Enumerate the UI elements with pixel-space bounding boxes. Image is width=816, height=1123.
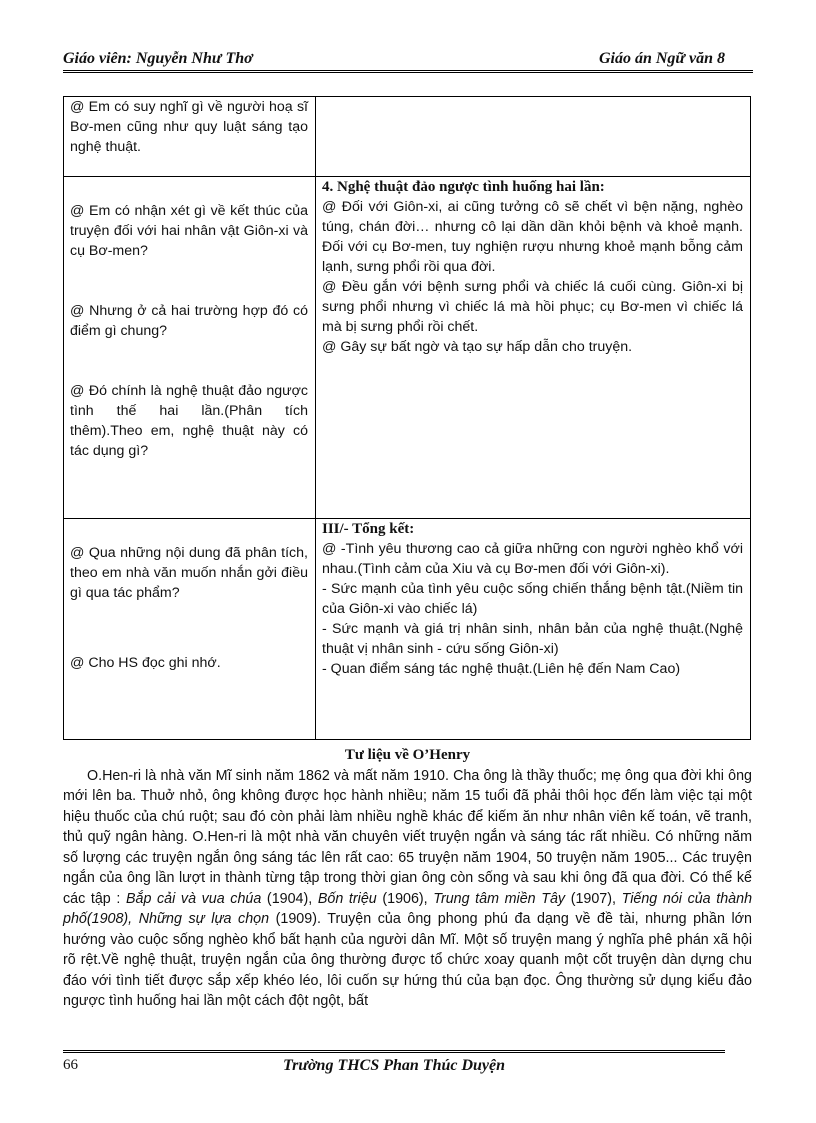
- answer-text: @ Gây sự bất ngờ và tạo sự hấp dẫn cho truyện.: [322, 339, 633, 355]
- book-title-4: Tiếng nói của thành phố(1908), Những sự lựa chọn: [63, 890, 753, 927]
- subject-title: Giáo án Ngữ văn 8: [598, 50, 725, 67]
- reference-title: Tư liệu về O’Henry: [344, 747, 471, 763]
- question-text: @ Cho HS đọc ghi nhớ.: [70, 655, 221, 671]
- section-heading: III/- Tổng kết:: [322, 521, 415, 537]
- section-heading: 4. Nghệ thuật đảo ngược tình huống hai lần:: [322, 179, 605, 195]
- question-text: @ Qua những nội dung đã phân tích, theo em nhà văn muốn nhắn gởi điều gì qua tác phẩm?: [70, 545, 308, 601]
- school-name: Trường THCS Phan Thúc Duyện: [282, 1057, 506, 1074]
- page-number: 66: [63, 1057, 78, 1073]
- page-header: [63, 50, 753, 68]
- question-cell: [64, 177, 316, 519]
- table-row: [64, 97, 751, 177]
- table-row: [64, 519, 751, 740]
- teacher-name: Giáo viên: Nguyễn Như Thơ: [63, 50, 253, 67]
- question-text: @ Em có suy nghĩ gì về người hoạ sĩ Bơ-men cũng như quy luật sáng tạo nghệ thuật.: [70, 99, 308, 155]
- question-cell: [64, 519, 316, 740]
- answer-text: @ -Tình yêu thương cao cả giữa những con người nghèo khổ với nhau.(Tình cảm của Xiu và cụ Bơ-men đối với Giôn-xi).: [322, 541, 743, 577]
- book-title-3: Trung tâm miền Tây: [433, 890, 566, 907]
- book-title-2: Bốn triệu: [317, 890, 377, 907]
- answer-cell: [316, 97, 751, 177]
- table-row: [64, 177, 751, 519]
- reference-section: [63, 745, 752, 1012]
- year-2: (1906),: [376, 890, 434, 907]
- header-rule: [63, 70, 753, 73]
- book-title-1: Bắp cải và vua chúa: [125, 890, 262, 907]
- answer-cell: [316, 519, 751, 740]
- reference-text-1: O.Hen-ri là nhà văn Mĩ sinh năm 1862 và mất năm 1910. Cha ông là thầy thuốc; mẹ ông qua đời khi ông mới lên ba. Thuở nhỏ, ông không được học hành nhiều; năm 15 tuổi đã phải thôi học đến làm việc tại một hiệu thuốc của chú ruột; sau đó còn phải làm nhiều nghề khác để kiếm ăn như nhân viên kế toán, vẽ tranh, thủ quỹ ngân hàng. O.Hen-ri là một nhà văn chuyên viết truyện ngắn và sáng tác rất nhiều. Có những năm số lượng các truyện ngắn ông sáng tác lên rất cao: 65 truyện năm 1904, 50 truyện năm 1905... Các truyện ngắn của ông lần lượt in thành từng tập trong thời gian ông còn sống và sau khi ông đã qua đời. Có thể kể các tập :: [63, 767, 752, 907]
- answer-text: @ Đều gắn với bệnh sưng phổi và chiếc lá cuối cùng. Giôn-xi bị sưng phổi nhưng vì chiếc lá mà hồi phục; cụ Bơ-men vì chiếc lá mà bị sưng phổi rồi chết.: [322, 279, 743, 335]
- question-text: @ Nhưng ở cả hai trường hợp đó có điểm gì chung?: [70, 303, 308, 339]
- year-1: (1904),: [261, 890, 318, 907]
- footer-rule: [63, 1050, 725, 1053]
- answer-text: @ Đối với Giôn-xi, ai cũng tưởng cô sẽ chết vì bện nặng, nghèo túng, chán đời… nhưng cô lại dần dần khỏi bệnh và khoẻ mạnh. Đối với cụ Bơ-men, tuy nghiện rượu nhưng khoẻ mạnh bỗng cảm lạnh, sưng phổi rồi qua đời.: [322, 199, 743, 275]
- answer-text: - Sức mạnh và giá trị nhân sinh, nhân bản của nghệ thuật.(Nghệ thuật vị nhân sinh - cứu sống Giôn-xi): [322, 621, 743, 657]
- question-text: @ Đó chính là nghệ thuật đảo ngược tình thế hai lần.(Phân tích thêm).Theo em, nghệ thuật này có tác dụng gì?: [70, 383, 308, 459]
- lesson-table: [63, 96, 751, 740]
- answer-text: - Sức mạnh của tình yêu cuộc sống chiến thắng bệnh tật.(Niềm tin của Giôn-xi vào chiếc lá): [322, 581, 743, 617]
- reference-text-2: (1909). Truyện của ông phong phú đa dạng về đề tài, nhưng phần lớn hướng vào cuộc sống nghèo khổ bất hạnh của người dân Mĩ. Một số truyện mang ý nghĩa phê phán xã hội rõ rệt.Về nghệ thuật, truyện ngắn của ông thường được tổ chức xoay quanh một cốt truyện dàn dựng chu đáo với tình tiết được sắp xếp khéo léo, lôi cuốn sự hứng thú của bạn đọc. Ông thường sử dụng kiểu đảo ngược tình huống hai lần một cách đột ngột, bất: [63, 911, 752, 1009]
- reference-body: [63, 766, 752, 1012]
- question-cell: [64, 97, 316, 177]
- question-text: @ Em có nhận xét gì về kết thúc của truyện đối với hai nhân vật Giôn-xi và cụ Bơ-men?: [70, 203, 308, 259]
- answer-text: - Quan điểm sáng tác nghệ thuật.(Liên hệ đến Nam Cao): [322, 661, 681, 677]
- year-3: (1907),: [565, 890, 622, 907]
- answer-cell: [316, 177, 751, 519]
